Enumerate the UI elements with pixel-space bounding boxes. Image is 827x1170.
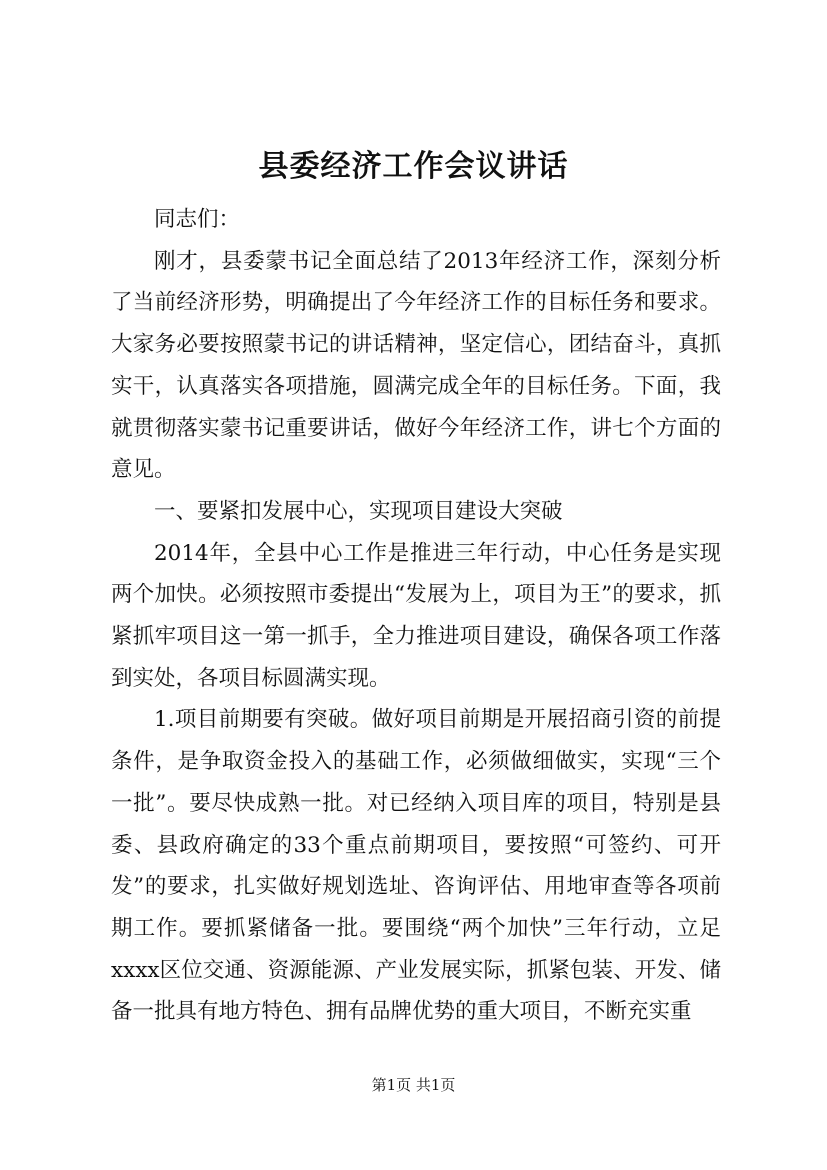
document-body [111, 199, 721, 1033]
page-footer: 第1页 共1页 [371, 1076, 456, 1094]
intro-paragraph: 刚才，县委蒙书记全面总结了2013年经济工作，深刻分析了当前经济形势，明确提出了今年经济工作的目标任务和要求。大家务必要按照蒙书记的讲话精神，坚定信心，团结奋斗，真抓实干，认真落实各项措施，圆满完成全年的目标任务。下面，我就贯彻落实蒙书记重要讲话，做好今年经济工作，讲七个方面的意见。 [111, 248, 721, 483]
body-paragraph: 2014年，全县中心工作是推进三年行动，中心任务是实现两个加快。必须按照市委提出“发展为上，项目为王”的要求，抓紧抓牢项目这一第一抓手，全力推进项目建设，确保各项工作落到实处，各项目标圆满实现。 [111, 540, 721, 691]
section-heading: 一、要紧扣发展中心，实现项目建设大突破 [154, 498, 563, 524]
body-paragraph: 1.项目前期要有突破。做好项目前期是开展招商引资的前提条件，是争取资金投入的基础工作，必须做细做实，实现“三个一批”。要尽快成熟一批。对已经纳入项目库的项目，特别是县委、县政府确定的33个重点前期项目，要按照“可签约、可开发”的要求，扎实做好规划选址、咨询评估、用地审查等各项前期工作。要抓紧储备一批。要围绕“两个加快”三年行动，立足xxxx区位交通、资源能源、产业发展实际，抓紧包装、开发、储备一批具有地方特色、拥有品牌优势的重大项目，不断充实重 [111, 707, 721, 1025]
salutation-paragraph: 同志们： [154, 207, 241, 232]
document-title: 县委经济工作会议讲话 [258, 149, 569, 184]
